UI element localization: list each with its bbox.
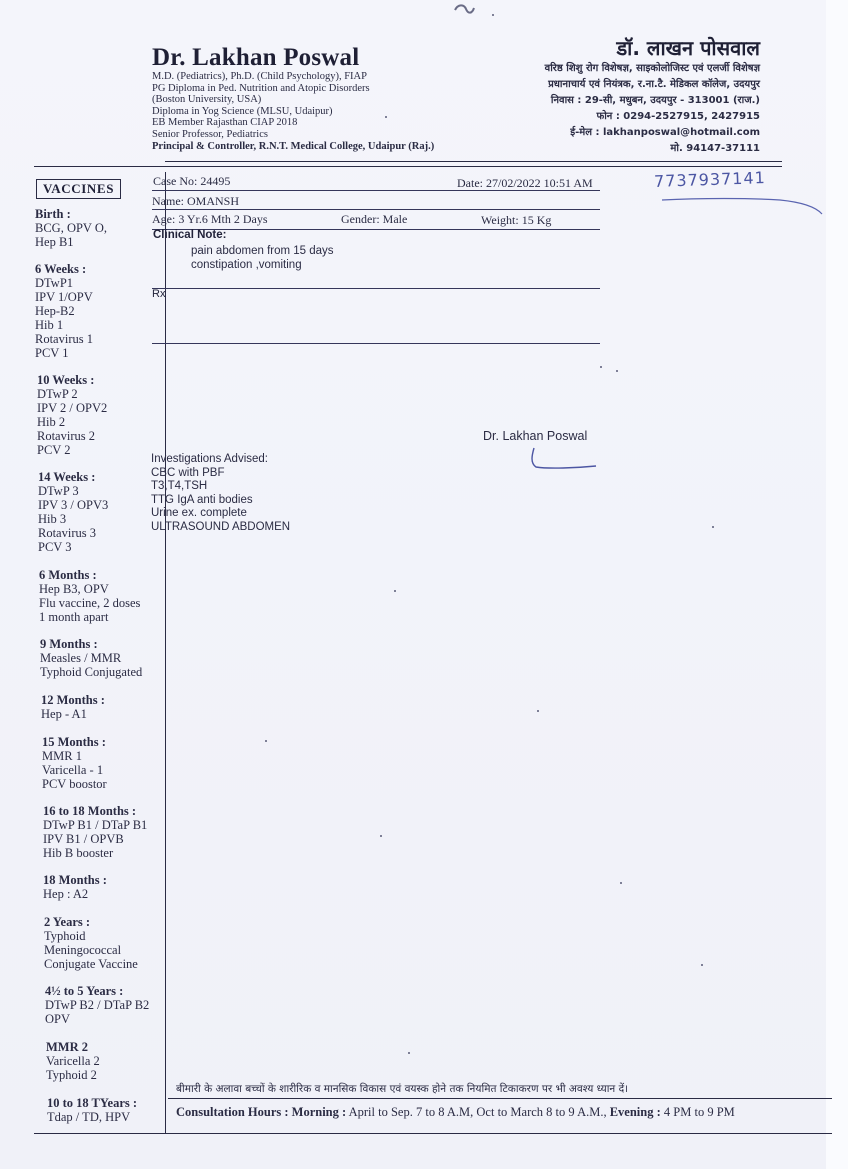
scan-speck	[265, 740, 267, 742]
patient-age: Age: 3 Yr.6 Mth 2 Days	[152, 212, 268, 226]
patient-weight: Weight: 15 Kg	[481, 213, 552, 227]
doctor-position: Principal & Controller, R.N.T. Medical College, Udaipur (Raj.)	[152, 140, 435, 152]
vaccine-item: IPV 3 / OPV3	[38, 498, 109, 512]
qualification-line: Senior Professor, Pediatrics	[152, 128, 268, 140]
rule-clinical	[152, 288, 600, 289]
vaccine-item: DTwP 3	[38, 484, 79, 498]
vaccine-heading: 2 Years :	[44, 915, 91, 929]
vaccine-heading: 10 Weeks :	[37, 373, 95, 387]
vaccine-item: Tdap / TD, HPV	[47, 1110, 131, 1124]
vaccine-item: Hep - A1	[41, 707, 87, 721]
vaccine-item: Varicella 2	[46, 1054, 100, 1068]
consultation-label: Consultation Hours :	[176, 1105, 289, 1119]
footer-bottom-rule	[34, 1133, 832, 1134]
vaccine-item: PCV 2	[37, 443, 71, 457]
scan-speck	[701, 964, 703, 966]
rule-name	[152, 209, 600, 210]
clinical-note-line: constipation ,vomiting	[191, 259, 302, 271]
vaccine-group-18-months	[43, 873, 107, 901]
vaccine-item: PCV boostor	[42, 777, 107, 791]
investigation-item: CBC with PBF	[151, 466, 225, 479]
vaccine-item: Hib 2	[37, 415, 66, 429]
signature-mark	[526, 445, 606, 473]
doctor-qualifications	[152, 71, 434, 152]
vaccine-item: Hib 3	[38, 512, 67, 526]
qualification-line: PG Diploma in Ped. Nutrition and Atopic Disorders	[152, 82, 370, 94]
vaccine-item: DTwP 2	[37, 387, 78, 401]
evening-label: Evening :	[609, 1105, 661, 1119]
qualification-line: M.D. (Pediatrics), Ph.D. (Child Psychology), FIAP	[152, 71, 367, 82]
vaccines-title: VACCINES	[36, 179, 121, 199]
vaccine-item: Hib 1	[35, 318, 64, 332]
investigation-item: TTG IgA anti bodies	[151, 493, 253, 506]
footer-rule	[168, 1098, 832, 1099]
vaccine-heading: Birth :	[35, 207, 71, 221]
hindi-line: वरिष्ठ शिशु रोग विशेषज्ञ, साइकोलोजिस्ट एवं एलर्जी विशेषज्ञ	[544, 63, 760, 74]
vaccine-heading: 10 to 18 TYears :	[47, 1096, 138, 1110]
scan-speck	[408, 1052, 410, 1054]
vaccine-item: Measles / MMR	[40, 651, 122, 665]
vaccine-item: PCV 3	[38, 540, 72, 554]
patient-gender: Gender: Male	[341, 212, 408, 226]
vaccine-item: Typhoid	[44, 929, 86, 943]
signature-name: Dr. Lakhan Poswal	[483, 429, 588, 443]
scan-speck	[712, 526, 714, 528]
vaccine-heading: 6 Weeks :	[35, 262, 87, 276]
vaccine-item: PCV 1	[35, 346, 69, 360]
scan-speck	[385, 116, 387, 118]
vaccine-item: Flu vaccine, 2 doses	[39, 596, 141, 610]
vaccine-heading: 18 Months :	[43, 873, 107, 887]
vaccine-group-12-months	[41, 693, 105, 721]
hindi-line: निवास : 29-सी, मधुबन, उदयपुर - 313001 (राज.)	[550, 95, 760, 106]
vaccine-item: MMR 1	[42, 749, 82, 763]
vaccine-item: DTwP1	[35, 276, 74, 290]
qualification-line: Diploma in Yog Science (MLSU, Udaipur)	[152, 105, 333, 117]
vaccine-heading: 4½ to 5 Years :	[45, 984, 124, 998]
vaccine-item: Meningococcal	[44, 943, 122, 957]
investigation-item: Urine ex. complete	[151, 507, 247, 519]
case-number: Case No: 24495	[153, 174, 231, 188]
investigation-item: ULTRASOUND ABDOMEN	[151, 520, 291, 533]
patient-name: Name: OMANSH	[152, 194, 239, 208]
vaccine-heading: 14 Weeks :	[38, 470, 96, 484]
vaccine-item: Rotavirus 3	[38, 526, 96, 540]
vaccine-heading: 16 to 18 Months :	[43, 804, 137, 818]
clinical-note-heading: Clinical Note:	[153, 229, 227, 241]
investigation-item: T3,T4,TSH	[151, 480, 208, 492]
vaccine-item: DTwP B1 / DTaP B1	[43, 818, 148, 832]
vaccine-heading: MMR 2	[46, 1040, 88, 1054]
vaccine-item: Hep B3, OPV	[39, 582, 109, 596]
scan-speck	[394, 590, 396, 592]
scan-speck	[537, 710, 539, 712]
vaccine-item: Typhoid Conjugated	[40, 665, 143, 679]
hindi-contact-block	[545, 61, 760, 157]
handwritten-number: 7737937141	[653, 168, 767, 191]
investigations-block	[151, 453, 290, 534]
header-rule-thin	[165, 161, 782, 162]
vaccine-group-14-weeks	[38, 470, 108, 554]
vaccine-heading: 6 Months :	[39, 568, 97, 582]
vaccine-item: IPV 1/OPV	[35, 290, 93, 304]
hindi-line: ई-मेल : lakhanposwal@hotmail.com	[570, 127, 760, 138]
rule-rx	[152, 343, 600, 344]
rx-label: Rx	[152, 288, 166, 300]
clinical-note-line: pain abdomen from 15 days	[191, 245, 334, 257]
vaccine-item: BCG, OPV O,	[35, 221, 108, 235]
vaccine-item: 1 month apart	[39, 610, 109, 624]
vaccine-group-birth	[35, 207, 107, 249]
qualification-line: EB Member Rajasthan CIAP 2018	[152, 117, 298, 129]
vaccine-group-10-weeks	[37, 373, 107, 457]
vaccine-heading: 12 Months :	[41, 693, 105, 707]
vaccine-item: Hep : A2	[43, 887, 89, 901]
doctor-name-hindi: डॉ. लाखन पोसवाल	[616, 36, 760, 60]
vaccine-group-4-5-years	[45, 984, 149, 1026]
vaccine-heading: 15 Months :	[42, 735, 106, 749]
vaccine-item: Hep B1	[35, 235, 74, 249]
footer-hindi-note: बीमारी के अलावा बच्चों के शारीरिक व मानसिक विकास एवं वयस्क होने तक नियमित टिकाकरण पर भी अवश्य ध्यान दें।	[176, 1083, 629, 1095]
vaccine-group-9-months	[40, 637, 142, 679]
hindi-line: मो. 94147-37111	[670, 143, 760, 154]
vaccine-group-2-years	[44, 915, 138, 971]
vaccine-item: DTwP B2 / DTaP B2	[45, 998, 150, 1012]
vaccine-item: Rotavirus 2	[37, 429, 95, 443]
vaccine-item: Hib B booster	[43, 846, 114, 860]
staple-mark	[452, 2, 476, 18]
vaccine-group-6-weeks	[35, 262, 93, 360]
vaccine-item: IPV B1 / OPVB	[43, 832, 124, 846]
consultation-hours	[176, 1105, 735, 1120]
header-rule	[34, 166, 782, 167]
vaccine-item: OPV	[45, 1012, 71, 1026]
page-edge	[826, 0, 848, 1169]
vaccine-item: Conjugate Vaccine	[44, 957, 138, 971]
vaccine-group-mmr-2	[46, 1040, 100, 1082]
hindi-line: फोन : 0294-2527915, 2427915	[596, 111, 760, 122]
morning-hours: April to Sep. 7 to 8 A.M, Oct to March 8 to 9 A.M.,	[348, 1105, 607, 1119]
vaccine-item: Hep-B2	[35, 304, 75, 318]
vaccine-group-16-18-months	[43, 804, 147, 860]
vaccine-item: Typhoid 2	[46, 1068, 97, 1082]
rule-case	[152, 190, 600, 191]
scan-speck	[600, 366, 602, 368]
vaccine-group-6-months	[39, 568, 140, 624]
investigations-heading: Investigations Advised:	[151, 453, 268, 465]
visit-date: Date: 27/02/2022 10:51 AM	[457, 176, 593, 190]
vaccine-item: Rotavirus 1	[35, 332, 93, 346]
vaccine-group-10-18-years	[47, 1096, 137, 1124]
qualification-line: (Boston University, USA)	[152, 94, 262, 106]
hindi-line: प्रधानाचार्य एवं नियंत्रक, र.ना.टै. मेडिकल कॉलेज, उदयपुर	[548, 79, 760, 90]
vaccine-group-15-months	[42, 735, 107, 791]
evening-hours: 4 PM to 9 PM	[663, 1105, 735, 1119]
doctor-name: Dr. Lakhan Poswal	[152, 44, 360, 71]
column-divider	[165, 172, 166, 1134]
handwritten-underline	[660, 192, 825, 218]
scan-speck	[492, 14, 494, 16]
vaccine-item: IPV 2 / OPV2	[37, 401, 108, 415]
morning-label: Morning :	[291, 1105, 347, 1119]
scan-speck	[616, 370, 618, 372]
scan-speck	[380, 835, 382, 837]
vaccine-heading: 9 Months :	[40, 637, 98, 651]
vaccine-item: Varicella - 1	[42, 763, 104, 777]
scan-speck	[620, 882, 622, 884]
